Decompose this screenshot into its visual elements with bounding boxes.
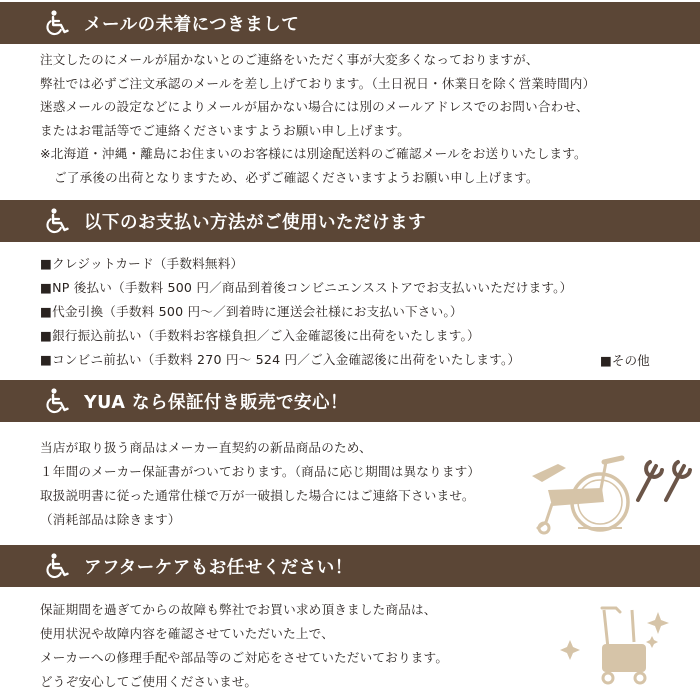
- section-body-aftercare: [40, 598, 448, 694]
- text-line: １年間のメーカー保証書がついております。（商品に応じ期間は異なります）: [40, 464, 481, 479]
- text-line: 注文したのにメールが届かないとのご連絡をいただく事が大変多くなっておりますが、: [40, 52, 539, 67]
- section-title: YUA なら保証付き販売で安心！: [84, 392, 348, 413]
- section-header-payment: [0, 200, 700, 242]
- section-header-mail: [0, 2, 700, 44]
- wheelchair-icon: [46, 208, 70, 234]
- section-title: アフターケアもお任せください！: [84, 557, 353, 578]
- text-line: 取扱説明書に従った通常仕様で万が一破損した場合にはご連絡下さいませ。: [40, 488, 475, 503]
- text-line: ご了承後の出荷となりますため、必ずご確認くださいますようお願い申し上げます。: [54, 169, 539, 185]
- wrench-icon: [628, 452, 694, 504]
- text-line: どうぞ安心してご使用くださいませ。: [40, 674, 258, 689]
- section-body-mail: [40, 48, 595, 189]
- text-line: ※北海道・沖縄・離島にお住まいのお客様には別途配送料のご確認メールをお送りいたします。: [40, 146, 587, 161]
- payment-method-other: ■その他: [600, 353, 650, 368]
- payment-method-item: ■代金引換（手数料 500 円～／到着時に運送会社様にお支払い下さい。）: [40, 304, 463, 319]
- text-line: またはお電話等でご連絡くださいますようお願い申し上げます。: [40, 122, 411, 138]
- payment-method-item: ■銀行振込前払い（手数料お客様負担／ご入金確認後に出荷をいたします。）: [40, 328, 480, 343]
- section-body-warranty: [40, 436, 480, 532]
- section-title: 以下のお支払い方法がご使用いただけます: [84, 212, 426, 233]
- text-line: 当店が取り扱う商品はメーカー直契約の新品商品のため、: [40, 440, 372, 455]
- text-line: 保証期間を過ぎてからの故障も弊社でお買い求め頂きました商品は、: [40, 602, 437, 617]
- wheelchair-illustration: [522, 448, 638, 536]
- section-header-warranty: [0, 380, 700, 422]
- wheelchair-icon: [46, 388, 70, 414]
- wheelchair-icon: [46, 10, 70, 36]
- payment-method-item: ■コンビニ前払い（手数料 270 円～ 524 円／ご入金確認後に出荷をいたします。）: [40, 352, 521, 367]
- section-header-aftercare: [0, 545, 700, 587]
- text-line: 弊社では必ずご注文承認のメールを差し上げております。（土日祝日・休業日を除く営業時間内）: [40, 75, 596, 91]
- text-line: （消耗部品は除きます）: [40, 512, 181, 527]
- payment-method-list: [40, 252, 572, 372]
- text-line: 使用状況や故障内容を確認させていただいた上で、: [40, 626, 335, 641]
- text-line: 迷惑メールの設定などによりメールが届かない場合には別のメールアドレスでのお問い合わせ、: [40, 99, 589, 114]
- text-line: メーカーへの修理手配や部品等のご対応をさせていただいております。: [40, 650, 449, 665]
- wheelchair-icon: [46, 553, 70, 579]
- payment-method-item: ■クレジットカード（手数料無料）: [40, 256, 244, 271]
- section-title: メールの未着につきまして: [84, 14, 300, 35]
- sparkle-icon: [560, 610, 670, 670]
- payment-method-item: ■NP 後払い（手数料 500 円／商品到着後コンビニエンスストアでお支払いいただけます。）: [40, 280, 573, 295]
